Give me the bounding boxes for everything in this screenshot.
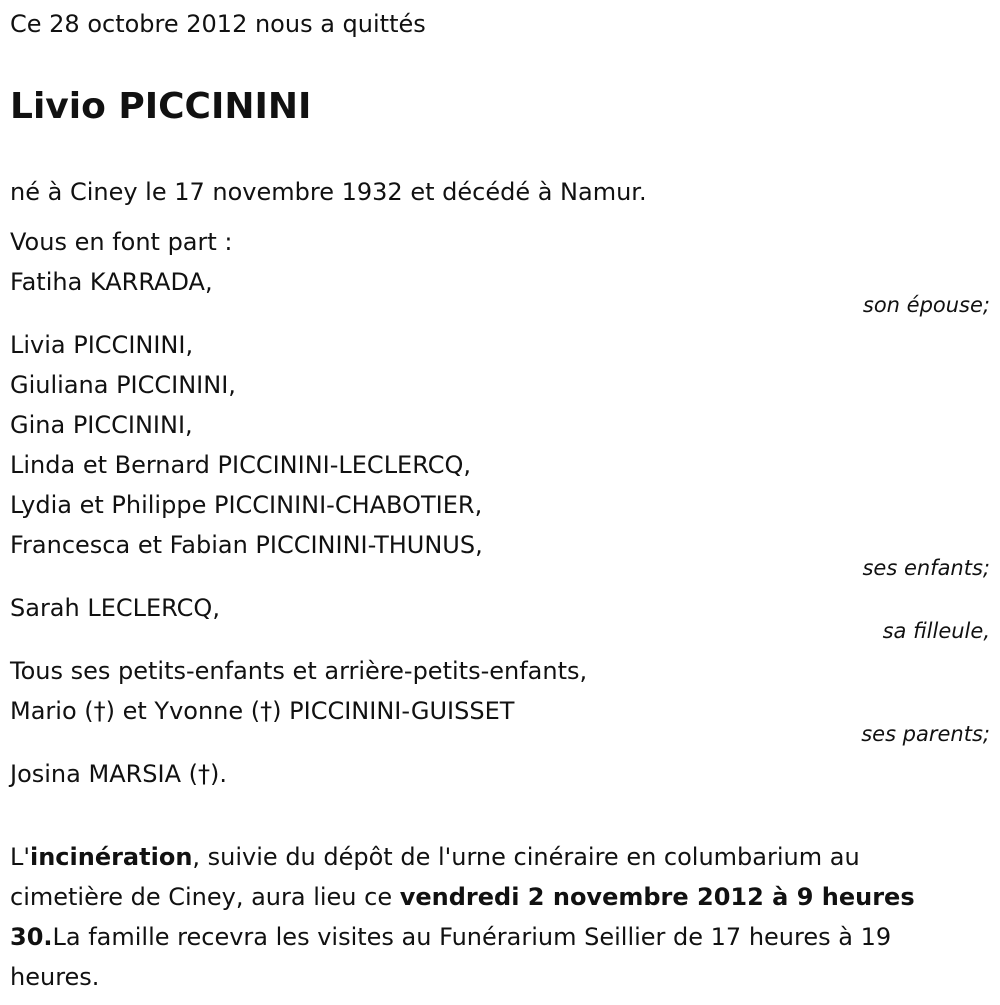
relation-label: sa filleule, xyxy=(882,619,990,643)
deceased-name: Livio PICCININI xyxy=(10,86,312,127)
family-member: Giuliana PICCININI, xyxy=(10,371,236,399)
ceremony-paragraph xyxy=(10,837,980,997)
relation-label: ses enfants; xyxy=(862,556,990,580)
family-member: Gina PICCININI, xyxy=(10,411,193,439)
birth-death-line: né à Ciney le 17 novembre 1932 et décédé à Namur. xyxy=(10,178,647,206)
family-member: Sarah LECLERCQ, xyxy=(10,594,220,622)
family-member: Linda et Bernard PICCININI-LECLERCQ, xyxy=(10,451,471,479)
family-member: Josina MARSIA (†). xyxy=(10,760,227,788)
announce-line: Vous en font part : xyxy=(10,228,233,256)
visiting-hours-text: La famille recevra les visites au Funérarium Seillier de 17 heures à 19 heures. xyxy=(10,923,892,991)
family-member: Tous ses petits-enfants et arrière-petits-enfants, xyxy=(10,657,588,685)
ceremony-text: , suivie du dépôt de l'urne cinéraire en columbarium au cimetière de Ciney, aura lieu ce xyxy=(10,843,860,911)
intro-line: Ce 28 octobre 2012 nous a quittés xyxy=(10,10,426,38)
relation-label: son épouse; xyxy=(862,293,990,317)
family-member: Livia PICCININI, xyxy=(10,331,194,359)
ceremony-event: incinération xyxy=(29,843,193,871)
ceremony-date: vendredi 2 novembre 2012 à 9 heures 30. xyxy=(10,883,915,951)
ceremony-prefix: L' xyxy=(10,843,30,871)
family-member: Fatiha KARRADA, xyxy=(10,268,213,296)
relation-label: ses parents; xyxy=(861,722,990,746)
family-member: Mario (†) et Yvonne (†) PICCININI-GUISSET xyxy=(10,697,515,725)
family-member: Francesca et Fabian PICCININI-THUNUS, xyxy=(10,531,483,559)
family-member: Lydia et Philippe PICCININI-CHABOTIER, xyxy=(10,491,483,519)
